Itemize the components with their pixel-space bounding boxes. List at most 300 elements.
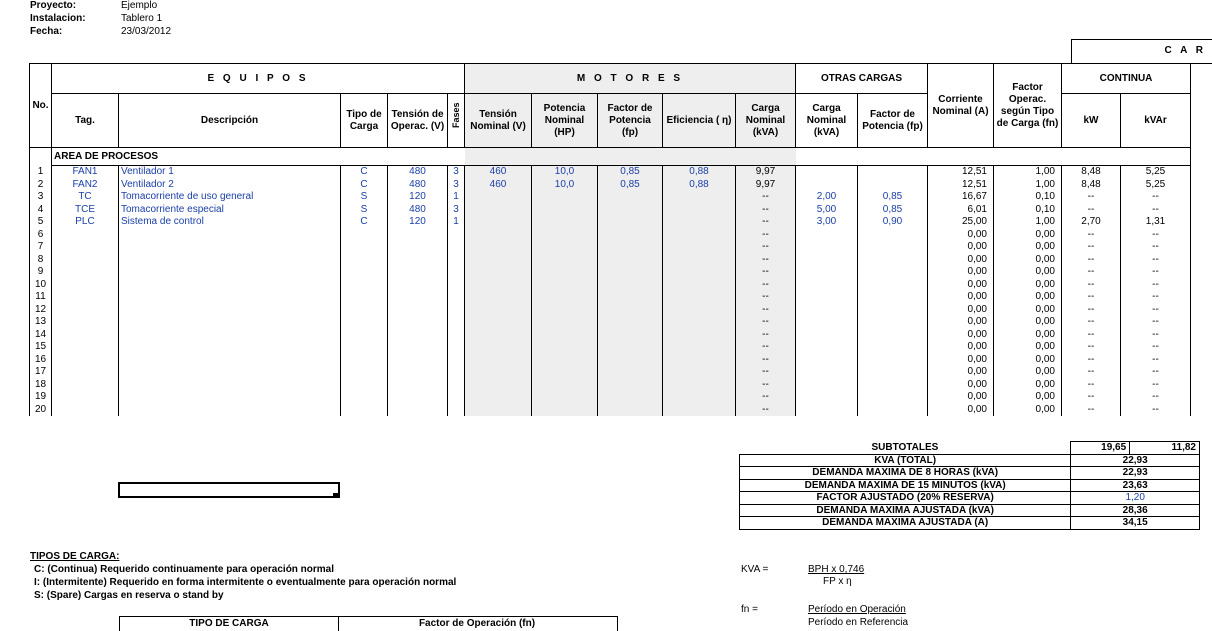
cell-vn[interactable] <box>465 341 532 354</box>
cell-fn[interactable]: 1,00 <box>994 179 1062 192</box>
col-carga-nominal-motor[interactable]: Carga Nominal (kVA) <box>736 94 796 148</box>
cell-ofp[interactable] <box>858 279 928 292</box>
cell-hp[interactable]: 10,0 <box>532 166 598 179</box>
cell-hp[interactable] <box>532 366 598 379</box>
cell-volt[interactable] <box>388 366 448 379</box>
col-potencia-nominal[interactable]: Potencia Nominal (HP) <box>532 94 598 148</box>
cell-hp[interactable] <box>532 254 598 267</box>
cell-no[interactable]: 17 <box>30 366 52 379</box>
cell-vn[interactable] <box>465 279 532 292</box>
cell-tag[interactable]: TC <box>52 191 119 204</box>
cell-fases[interactable] <box>448 279 465 292</box>
cell-ef[interactable] <box>663 216 736 229</box>
cell-desc[interactable] <box>119 391 341 404</box>
cell-kva[interactable]: -- <box>736 366 796 379</box>
cell-okva[interactable] <box>796 329 858 342</box>
cell-tipo[interactable] <box>341 316 388 329</box>
cell-amp[interactable]: 25,00 <box>928 216 994 229</box>
cell-ef[interactable] <box>663 304 736 317</box>
cell-desc[interactable] <box>119 279 341 292</box>
cell-kvar[interactable]: -- <box>1121 204 1191 217</box>
summary-label[interactable]: DEMANDA MAXIMA DE 8 HORAS (kVA) <box>740 467 1071 480</box>
cell-tipo[interactable] <box>341 229 388 242</box>
cell-desc[interactable]: Ventilador 1 <box>119 166 341 179</box>
cell-fp[interactable] <box>598 404 663 417</box>
cell-fases[interactable] <box>448 341 465 354</box>
carga-group-header[interactable] <box>1071 39 1212 64</box>
cell-amp[interactable]: 0,00 <box>928 229 994 242</box>
cell-ef[interactable]: 0,88 <box>663 179 736 192</box>
cell-vn[interactable] <box>465 216 532 229</box>
cell-amp[interactable]: 0,00 <box>928 366 994 379</box>
col-tension-operac[interactable]: Tensión de Operac. (V) <box>388 94 448 148</box>
cell-fases[interactable] <box>448 404 465 417</box>
cell-kvar[interactable]: -- <box>1121 404 1191 417</box>
cell-kva[interactable]: -- <box>736 266 796 279</box>
cell-tipo[interactable]: C <box>341 216 388 229</box>
cell-volt[interactable]: 120 <box>388 216 448 229</box>
cell-vn[interactable] <box>465 204 532 217</box>
cell-tipo[interactable] <box>341 366 388 379</box>
cell-tag[interactable] <box>52 266 119 279</box>
cell-kva[interactable]: -- <box>736 304 796 317</box>
cell-hp[interactable]: 10,0 <box>532 179 598 192</box>
cell-tipo[interactable] <box>341 304 388 317</box>
cell-no[interactable]: 4 <box>30 204 52 217</box>
col-tag[interactable]: Tag. <box>52 94 119 148</box>
cell-no[interactable]: 11 <box>30 291 52 304</box>
cell-kw[interactable]: -- <box>1062 329 1121 342</box>
cell-kva[interactable]: -- <box>736 291 796 304</box>
cell-kva[interactable]: -- <box>736 316 796 329</box>
cell-tag[interactable] <box>52 291 119 304</box>
cell-ef[interactable] <box>663 291 736 304</box>
cell-hp[interactable] <box>532 241 598 254</box>
cell-kva[interactable]: 9,97 <box>736 166 796 179</box>
cell-kva[interactable]: -- <box>736 191 796 204</box>
cell-hp[interactable] <box>532 291 598 304</box>
cell-kva[interactable]: -- <box>736 404 796 417</box>
cell-okva[interactable] <box>796 241 858 254</box>
cell-kvar[interactable]: -- <box>1121 241 1191 254</box>
cell-hp[interactable] <box>532 379 598 392</box>
cell-amp[interactable]: 0,00 <box>928 379 994 392</box>
cell-fn[interactable]: 0,10 <box>994 191 1062 204</box>
cell-ofp[interactable] <box>858 291 928 304</box>
cell-tag[interactable] <box>52 379 119 392</box>
cell-kvar[interactable]: -- <box>1121 304 1191 317</box>
cell-kw[interactable]: -- <box>1062 291 1121 304</box>
cell-tipo[interactable] <box>341 254 388 267</box>
cell-tipo[interactable]: S <box>341 204 388 217</box>
cell-amp[interactable]: 0,00 <box>928 341 994 354</box>
cell-desc[interactable] <box>119 354 341 367</box>
header-no[interactable]: No. <box>30 64 52 148</box>
cell-kva[interactable]: -- <box>736 254 796 267</box>
header-motores[interactable]: M O T O R E S <box>465 64 796 94</box>
cell-fases[interactable] <box>448 316 465 329</box>
cell-tag[interactable] <box>52 241 119 254</box>
cell-fp[interactable]: 0,85 <box>598 179 663 192</box>
cell-ofp[interactable] <box>858 379 928 392</box>
cell-kvar[interactable]: -- <box>1121 191 1191 204</box>
cell-desc[interactable]: Ventilador 2 <box>119 179 341 192</box>
cell-no[interactable]: 12 <box>30 304 52 317</box>
cell-no[interactable]: 6 <box>30 229 52 242</box>
cell-kw[interactable]: -- <box>1062 341 1121 354</box>
summary-value[interactable]: 1,20 <box>1071 492 1200 505</box>
col-tension-nominal[interactable]: Tensión Nominal (V) <box>465 94 532 148</box>
cell-ef[interactable] <box>663 229 736 242</box>
summary-label[interactable]: DEMANDA MAXIMA AJUSTADA (A) <box>740 517 1071 530</box>
cell-ofp[interactable]: 0,85 <box>858 204 928 217</box>
cell-ofp[interactable] <box>858 266 928 279</box>
cell-desc[interactable]: Tomacorriente de uso general <box>119 191 341 204</box>
cell-tag[interactable] <box>52 354 119 367</box>
cell-amp[interactable]: 0,00 <box>928 291 994 304</box>
cell-vn[interactable] <box>465 241 532 254</box>
cell-tipo[interactable] <box>341 354 388 367</box>
cell-fases[interactable]: 1 <box>448 191 465 204</box>
cell-volt[interactable] <box>388 229 448 242</box>
cell-tag[interactable] <box>52 254 119 267</box>
cell-amp[interactable]: 0,00 <box>928 316 994 329</box>
cell-okva[interactable] <box>796 341 858 354</box>
cell-kw[interactable]: -- <box>1062 354 1121 367</box>
cell-ef[interactable] <box>663 266 736 279</box>
cell-ef[interactable] <box>663 366 736 379</box>
cell-desc[interactable]: Sistema de control <box>119 216 341 229</box>
cell-no[interactable]: 13 <box>30 316 52 329</box>
summary-value[interactable]: 22,93 <box>1071 467 1200 480</box>
cell-fp[interactable] <box>598 241 663 254</box>
cell-volt[interactable] <box>388 404 448 417</box>
cell-tipo[interactable] <box>341 266 388 279</box>
cell-fn[interactable]: 0,00 <box>994 404 1062 417</box>
cell-fp[interactable] <box>598 304 663 317</box>
cell-kw[interactable]: -- <box>1062 391 1121 404</box>
cell-desc[interactable] <box>119 379 341 392</box>
cell-tag[interactable] <box>52 229 119 242</box>
cell-kva[interactable]: -- <box>736 204 796 217</box>
cell-kvar[interactable]: -- <box>1121 391 1191 404</box>
cell-fn[interactable]: 0,00 <box>994 254 1062 267</box>
cell-no[interactable]: 1 <box>30 166 52 179</box>
cell-volt[interactable] <box>388 329 448 342</box>
cell-vn[interactable] <box>465 354 532 367</box>
cell-kvar[interactable]: -- <box>1121 279 1191 292</box>
cell-kw[interactable]: -- <box>1062 241 1121 254</box>
cell-tag[interactable] <box>52 366 119 379</box>
cell-kvar[interactable]: 5,25 <box>1121 166 1191 179</box>
cell-amp[interactable]: 0,00 <box>928 241 994 254</box>
cell-ofp[interactable] <box>858 404 928 417</box>
cell-ef[interactable] <box>663 204 736 217</box>
cell-fases[interactable]: 1 <box>448 216 465 229</box>
cell-vn[interactable] <box>465 379 532 392</box>
cell-hp[interactable] <box>532 316 598 329</box>
cell-kvar[interactable]: -- <box>1121 329 1191 342</box>
header-equipos[interactable]: E Q U I P O S <box>52 64 465 94</box>
cell-kw[interactable]: 2,70 <box>1062 216 1121 229</box>
cell-fases[interactable] <box>448 254 465 267</box>
cell-okva[interactable] <box>796 379 858 392</box>
cell-volt[interactable]: 120 <box>388 191 448 204</box>
cell-tipo[interactable] <box>341 329 388 342</box>
cell-no[interactable]: 8 <box>30 254 52 267</box>
col-eficiencia[interactable]: Eficiencia ( η) <box>663 94 736 148</box>
cell-fn[interactable]: 0,00 <box>994 279 1062 292</box>
cell-hp[interactable] <box>532 354 598 367</box>
cell-kva[interactable]: -- <box>736 216 796 229</box>
cell-fases[interactable] <box>448 391 465 404</box>
cell-volt[interactable] <box>388 254 448 267</box>
cell-desc[interactable] <box>119 266 341 279</box>
cell-fp[interactable] <box>598 204 663 217</box>
cell-tipo[interactable] <box>341 341 388 354</box>
header-factor-operac[interactable]: Factor Operac. según Tipo de Carga (fn) <box>994 64 1062 148</box>
cell-fn[interactable]: 0,00 <box>994 329 1062 342</box>
cell-amp[interactable]: 0,00 <box>928 279 994 292</box>
cell-hp[interactable] <box>532 391 598 404</box>
cell-okva[interactable] <box>796 166 858 179</box>
cell-okva[interactable] <box>796 254 858 267</box>
cell-kva[interactable]: 9,97 <box>736 179 796 192</box>
fill-handle[interactable] <box>333 493 338 498</box>
cell-kw[interactable]: -- <box>1062 316 1121 329</box>
cell-tipo[interactable]: S <box>341 191 388 204</box>
cell-fn[interactable]: 0,00 <box>994 366 1062 379</box>
cell-tipo[interactable] <box>341 379 388 392</box>
cell-amp[interactable]: 6,01 <box>928 204 994 217</box>
cell-hp[interactable] <box>532 191 598 204</box>
cell-tag[interactable] <box>52 391 119 404</box>
instalacion-value[interactable]: Tablero 1 <box>121 13 163 24</box>
cell-kvar[interactable]: -- <box>1121 229 1191 242</box>
cell-amp[interactable]: 0,00 <box>928 354 994 367</box>
section-title[interactable]: AREA DE PROCESOS <box>52 148 465 166</box>
selected-cell[interactable] <box>118 482 340 498</box>
cell-ef[interactable] <box>663 354 736 367</box>
cell-vn[interactable] <box>465 391 532 404</box>
cell-okva[interactable] <box>796 229 858 242</box>
cell-amp[interactable]: 0,00 <box>928 304 994 317</box>
cell-hp[interactable] <box>532 204 598 217</box>
cell-okva[interactable] <box>796 179 858 192</box>
cell-fases[interactable] <box>448 291 465 304</box>
cell-vn[interactable] <box>465 229 532 242</box>
cell-kvar[interactable]: -- <box>1121 266 1191 279</box>
cell-desc[interactable] <box>119 341 341 354</box>
cell-desc[interactable] <box>119 329 341 342</box>
cell-ofp[interactable] <box>858 329 928 342</box>
cell-ofp[interactable] <box>858 366 928 379</box>
cell-hp[interactable] <box>532 216 598 229</box>
cell-fp[interactable] <box>598 354 663 367</box>
cell-volt[interactable] <box>388 341 448 354</box>
cell-okva[interactable] <box>796 316 858 329</box>
cell-volt[interactable] <box>388 354 448 367</box>
cell-hp[interactable] <box>532 266 598 279</box>
cell-fn[interactable]: 0,00 <box>994 316 1062 329</box>
cell-fn[interactable]: 0,00 <box>994 379 1062 392</box>
cell-volt[interactable]: 480 <box>388 179 448 192</box>
summary-label[interactable]: DEMANDA MAXIMA AJUSTADA (kVA) <box>740 504 1071 517</box>
col-fases[interactable] <box>448 94 465 148</box>
cell-desc[interactable] <box>119 241 341 254</box>
cell-tag[interactable] <box>52 304 119 317</box>
cell-kvar[interactable]: -- <box>1121 254 1191 267</box>
cell-fn[interactable]: 0,00 <box>994 241 1062 254</box>
cell-tipo[interactable] <box>341 241 388 254</box>
cell-okva[interactable]: 5,00 <box>796 204 858 217</box>
cell-fn[interactable]: 0,10 <box>994 204 1062 217</box>
cell-amp[interactable]: 0,00 <box>928 404 994 417</box>
cell-kvar[interactable]: -- <box>1121 341 1191 354</box>
cell-tipo[interactable] <box>341 279 388 292</box>
subtotales-label[interactable]: SUBTOTALES <box>740 442 1071 455</box>
cell-tag[interactable] <box>52 404 119 417</box>
cell-vn[interactable] <box>465 329 532 342</box>
cell-hp[interactable] <box>532 229 598 242</box>
cell-okva[interactable]: 2,00 <box>796 191 858 204</box>
cell-ef[interactable] <box>663 316 736 329</box>
cell-vn[interactable] <box>465 316 532 329</box>
cell-kvar[interactable]: -- <box>1121 366 1191 379</box>
cell-ef[interactable]: 0,88 <box>663 166 736 179</box>
cell-desc[interactable] <box>119 304 341 317</box>
cell-tag[interactable]: TCE <box>52 204 119 217</box>
cell-vn[interactable]: 460 <box>465 179 532 192</box>
cell-fases[interactable] <box>448 329 465 342</box>
cell-fases[interactable] <box>448 379 465 392</box>
cell-vn[interactable] <box>465 254 532 267</box>
cell-volt[interactable] <box>388 241 448 254</box>
cell-vn[interactable] <box>465 291 532 304</box>
header-corriente[interactable]: Corriente Nominal (A) <box>928 64 994 148</box>
cell-fases[interactable] <box>448 241 465 254</box>
cell-tipo[interactable] <box>341 291 388 304</box>
cell-kw[interactable]: -- <box>1062 204 1121 217</box>
cell-volt[interactable] <box>388 316 448 329</box>
cell-okva[interactable] <box>796 354 858 367</box>
cell-kva[interactable]: -- <box>736 329 796 342</box>
cell-fn[interactable]: 0,00 <box>994 354 1062 367</box>
cell-vn[interactable]: 460 <box>465 166 532 179</box>
cell-fp[interactable] <box>598 391 663 404</box>
cell-kva[interactable]: -- <box>736 241 796 254</box>
cell-tipo[interactable]: C <box>341 166 388 179</box>
cell-fp[interactable] <box>598 254 663 267</box>
cell-okva[interactable] <box>796 279 858 292</box>
cell-kvar[interactable]: 1,31 <box>1121 216 1191 229</box>
cell-kw[interactable]: -- <box>1062 366 1121 379</box>
cell-ef[interactable] <box>663 241 736 254</box>
cell-ofp[interactable] <box>858 166 928 179</box>
cell-volt[interactable] <box>388 291 448 304</box>
cell-fases[interactable] <box>448 366 465 379</box>
cell-tag[interactable]: FAN1 <box>52 166 119 179</box>
cell-volt[interactable]: 480 <box>388 166 448 179</box>
cell-no[interactable]: 10 <box>30 279 52 292</box>
cell-ofp[interactable]: 0,85 <box>858 191 928 204</box>
legend-table-col1[interactable]: TIPO DE CARGA <box>119 616 339 631</box>
cell-ofp[interactable] <box>858 391 928 404</box>
cell-tag[interactable] <box>52 316 119 329</box>
cell-fases[interactable]: 3 <box>448 204 465 217</box>
cell-fp[interactable] <box>598 229 663 242</box>
cell-ofp[interactable] <box>858 341 928 354</box>
cell-no[interactable]: 19 <box>30 391 52 404</box>
cell-fases[interactable] <box>448 266 465 279</box>
cell-ofp[interactable] <box>858 179 928 192</box>
cell-tag[interactable] <box>52 329 119 342</box>
cell-volt[interactable] <box>388 304 448 317</box>
summary-label[interactable]: FACTOR AJUSTADO (20% RESERVA) <box>740 492 1071 505</box>
cell-ef[interactable] <box>663 191 736 204</box>
cell-desc[interactable] <box>119 316 341 329</box>
cell-no[interactable]: 2 <box>30 179 52 192</box>
cell-fn[interactable]: 0,00 <box>994 391 1062 404</box>
subtotal-kvar[interactable]: 11,82 <box>1130 442 1200 455</box>
cell-volt[interactable] <box>388 379 448 392</box>
cell-ofp[interactable] <box>858 229 928 242</box>
cell-tag[interactable] <box>52 341 119 354</box>
cell-okva[interactable] <box>796 266 858 279</box>
subtotal-kw[interactable]: 19,65 <box>1071 442 1130 455</box>
cell-no[interactable]: 3 <box>30 191 52 204</box>
cell-kva[interactable]: -- <box>736 379 796 392</box>
cell-tag[interactable]: FAN2 <box>52 179 119 192</box>
cell-desc[interactable] <box>119 404 341 417</box>
cell-no[interactable]: 18 <box>30 379 52 392</box>
cell-ofp[interactable] <box>858 304 928 317</box>
cell-amp[interactable]: 0,00 <box>928 254 994 267</box>
cell-fn[interactable]: 0,00 <box>994 229 1062 242</box>
cell-amp[interactable]: 0,00 <box>928 391 994 404</box>
header-otras-cargas[interactable]: OTRAS CARGAS <box>796 64 928 94</box>
cell-fp[interactable] <box>598 329 663 342</box>
cell-volt[interactable] <box>388 391 448 404</box>
cell-ef[interactable] <box>663 329 736 342</box>
summary-label[interactable]: KVA (TOTAL) <box>740 454 1071 467</box>
cell-kva[interactable]: -- <box>736 279 796 292</box>
cell-kw[interactable]: -- <box>1062 404 1121 417</box>
cell-vn[interactable] <box>465 266 532 279</box>
col-descripcion[interactable]: Descripción <box>119 94 341 148</box>
cell-desc[interactable] <box>119 366 341 379</box>
cell-ef[interactable] <box>663 391 736 404</box>
cell-fases[interactable] <box>448 354 465 367</box>
cell-fn[interactable]: 0,00 <box>994 341 1062 354</box>
cell-amp[interactable]: 0,00 <box>928 329 994 342</box>
cell-no[interactable]: 5 <box>30 216 52 229</box>
cell-hp[interactable] <box>532 279 598 292</box>
cell-fp[interactable] <box>598 216 663 229</box>
cell-kw[interactable]: -- <box>1062 279 1121 292</box>
cell-amp[interactable]: 12,51 <box>928 179 994 192</box>
cell-ofp[interactable]: 0,90 <box>858 216 928 229</box>
cell-no[interactable]: 14 <box>30 329 52 342</box>
cell-okva[interactable]: 3,00 <box>796 216 858 229</box>
cell-kvar[interactable]: -- <box>1121 316 1191 329</box>
cell-volt[interactable]: 480 <box>388 204 448 217</box>
cell-fn[interactable]: 1,00 <box>994 166 1062 179</box>
cell-vn[interactable] <box>465 304 532 317</box>
cell-okva[interactable] <box>796 291 858 304</box>
cell-okva[interactable] <box>796 391 858 404</box>
cell-fases[interactable] <box>448 229 465 242</box>
